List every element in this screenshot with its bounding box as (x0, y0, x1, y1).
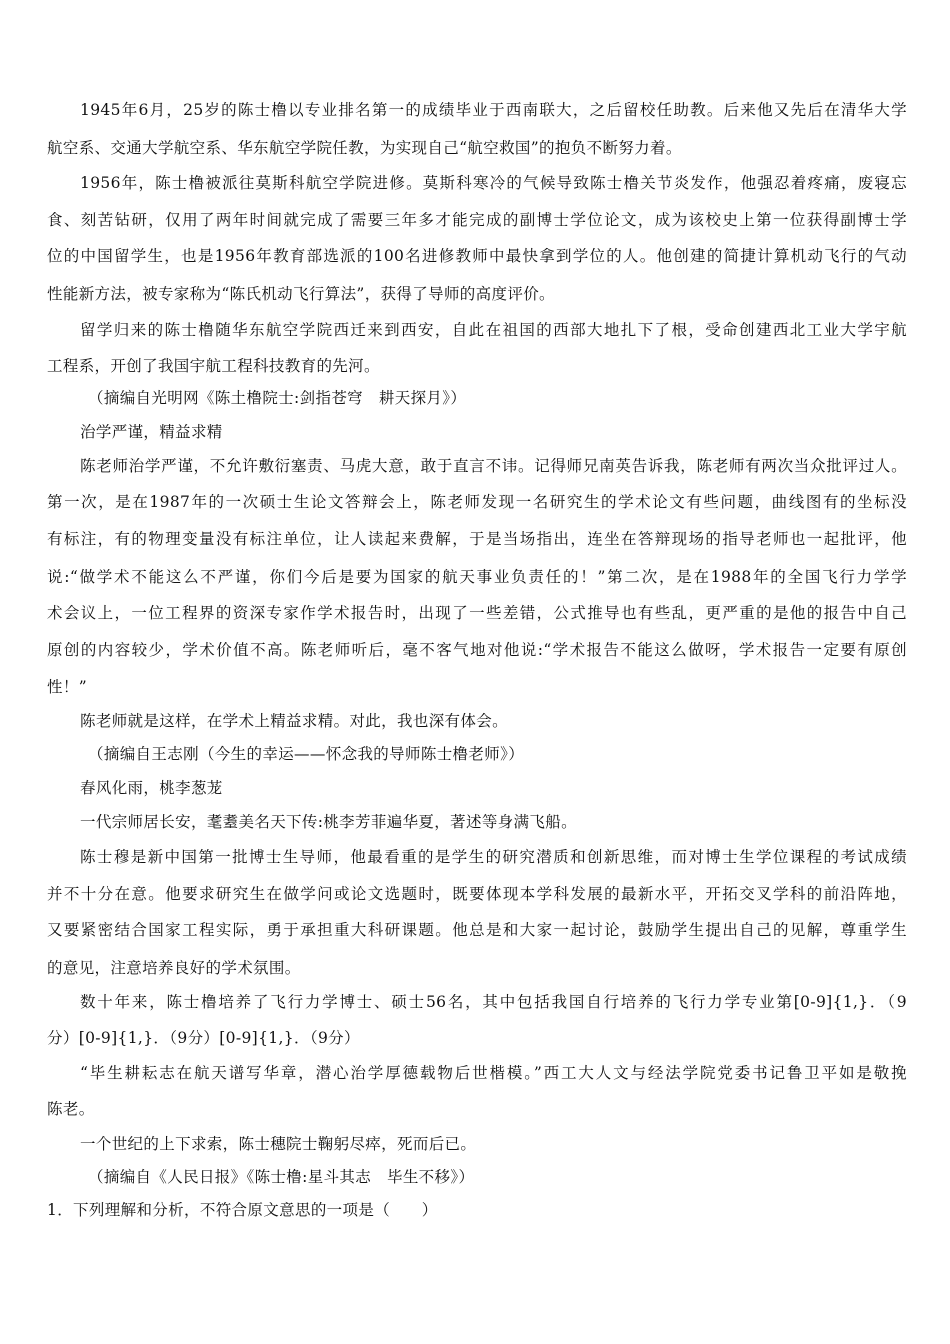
paragraph-line: 有标注，有的物理变量没有标注单位，让人读起来费解，于是当场指出，连坐在答辩现场的指导老师也一起批评，他 (47, 530, 907, 548)
paragraph-line: 并不十分在意。他要求研究生在做学问或论文选题时，既要体现本学科发展的最新水平，开拓交叉学科的前沿阵地， (47, 885, 907, 903)
paragraph-line: 1945年6月，25岁的陈士橹以专业排名第一的成绩毕业于西南联大，之后留校任助教。后来他又先后在清华大学 (80, 101, 907, 119)
section-heading: 治学严谨，精益求精 (80, 423, 223, 441)
paragraph-line: 的意见，注意培养良好的学术氛围。 (47, 959, 301, 977)
paragraph-line: 性！” (47, 678, 87, 696)
section-heading: 春风化雨，桃李葱茏 (80, 779, 223, 797)
paragraph-line: 数十年来，陈士橹培养了飞行力学博士、硕士56名，其中包括我国自行培养的飞行力学专业第[0-9]{1,}．（9 (80, 993, 907, 1011)
paragraph-line: 说:“做学术不能这么不严谨，你们今后是要为国家的航天事业负责任的！”第二次，是在1988年的全国飞行力学学 (47, 568, 907, 586)
source-citation: （摘编自《人民日报》《陈士橹:星斗其志 毕生不移》） (88, 1168, 475, 1186)
paragraph-line: “毕生耕耘志在航天谱写华章，潜心治学厚德载物后世楷模。”西工大人文与经法学院党委书记鲁卫平如是敬挽 (80, 1064, 907, 1082)
paragraph-line: 航空系、交通大学航空系、华东航空学院任教，为实现自己“航空救国”的抱负不断努力着。 (47, 139, 682, 157)
paragraph-line: 食、刻苦钻研，仅用了两年时间就完成了需要三年多才能完成的副博士学位论文，成为该校史上第一位获得副博士学 (47, 211, 907, 229)
source-citation: （摘编自光明网《陈土橹院士:剑指苍穹 耕天探月》） (88, 389, 467, 407)
paragraph-line: 术会议上，一位工程界的资深专家作学术报告时，出现了一些差错，公式推导也有些乱，更严重的是他的报告中自己 (47, 604, 907, 622)
source-citation: （摘编自王志刚（今生的幸运——怀念我的导师陈士橹老师》） (88, 745, 525, 763)
paragraph-line: 陈老师就是这样，在学术上精益求精。对此，我也深有体会。 (80, 712, 508, 730)
paragraph-line: 原创的内容较少，学术价值不高。陈老师听后，毫不客气地对他说:“学术报告不能这么做呀，学术报告一定要有原创 (47, 641, 907, 659)
paragraph-line: 性能新方法，被专家称为“陈氏机动飞行算法”，获得了导师的高度评价。 (47, 285, 555, 303)
paragraph-line: 位的中国留学生，也是1956年教育部选派的100名进修教师中最快拿到学位的人。他创建的简捷计算机动飞行的气动 (47, 247, 907, 265)
paragraph-line: 陈老。 (47, 1100, 95, 1118)
paragraph-line: 又要紧密结合国家工程实际，勇于承担重大科研课题。他总是和大家一起讨论，鼓励学生提出自己的见解，尊重学生 (47, 921, 907, 939)
paragraph-line: 1956年，陈士橹被派往莫斯科航空学院进修。莫斯科寒冷的气候导致陈士橹关节炎发作，他强忍着疼痛，废寝忘 (80, 174, 907, 192)
paragraph-line: 工程系，开创了我国宇航工程科技教育的先河。 (47, 357, 380, 375)
paragraph-line: 第一次，是在1987年的一次硕士生论文答辩会上，陈老师发现一名研究生的学术论文有些问题，曲线图有的坐标没 (47, 493, 907, 511)
paragraph-line: 陈士穆是新中国第一批博士生导师，他最看重的是学生的研究潜质和创新思维，而对博士生学位课程的考试成绩 (80, 848, 907, 866)
paragraph-line: 留学归来的陈士橹随华东航空学院西迁来到西安，自此在祖国的西部大地扎下了根，受命创建西北工业大学宇航 (80, 321, 907, 339)
paragraph-line: 分）[0-9]{1,}．（9分）[0-9]{1,}．（9分） (47, 1029, 360, 1047)
paragraph-line: 陈老师治学严谨，不允许敷衍塞责、马虎大意，敢于直言不讳。记得师兄南英告诉我，陈老师有两次当众批评过人。 (80, 457, 907, 475)
question-item: 1．下列理解和分析，不符合原文意思的一项是（ ） (47, 1201, 438, 1219)
paragraph-line: 一个世纪的上下求索，陈士穗院士鞠躬尽瘁，死而后已。 (80, 1135, 477, 1153)
paragraph-line: 一代宗师居长安，耄耋美名天下传:桃李芳菲遍华夏，著述等身满飞船。 (80, 813, 577, 831)
